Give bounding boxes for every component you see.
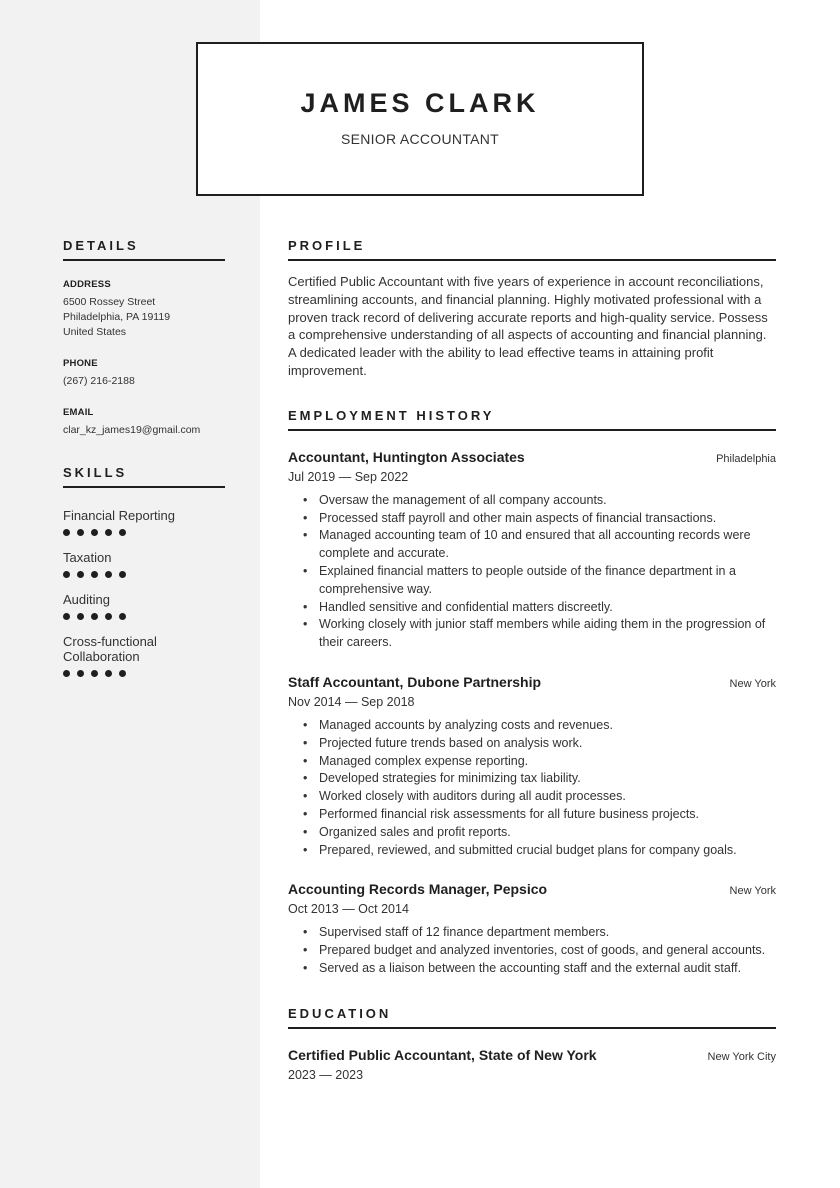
education-dates: 2023 — 2023 [288, 1067, 364, 1082]
job-bullet [288, 960, 776, 978]
email-group [63, 407, 225, 438]
bullet-icon: • [303, 735, 308, 750]
skill-item [63, 634, 225, 677]
job-bullet [288, 527, 776, 563]
bullet-icon: • [303, 789, 308, 804]
bullet-icon: • [303, 510, 308, 525]
bullet-text: Organized sales and profit reports. [319, 824, 511, 839]
job-bullet [288, 788, 776, 806]
bullet-text: Managed complex expense reporting. [319, 753, 529, 768]
skill-level-dot [119, 670, 126, 677]
education-title: Certified Public Accountant, State of New York [288, 1046, 597, 1063]
bullet-icon: • [303, 492, 308, 507]
bullet-icon: • [303, 943, 308, 958]
profile-section [288, 238, 776, 380]
job-title: Accounting Records Manager, Pepsico [288, 881, 548, 898]
skill-level-dot [63, 529, 70, 536]
job-bullet [288, 924, 776, 942]
bullet-icon: • [303, 925, 308, 940]
skill-item [63, 550, 225, 578]
job-location: New York [729, 677, 776, 690]
skill-level-dot [63, 613, 70, 620]
bullet-icon: • [303, 599, 308, 614]
employment-section [288, 408, 776, 978]
education-entry [288, 1047, 776, 1082]
skill-level-dot [119, 571, 126, 578]
skill-level-dot [105, 613, 112, 620]
skill-level-dot [105, 571, 112, 578]
address-line-1: 6500 Rossey Street [63, 296, 156, 308]
bullet-icon: • [303, 717, 308, 732]
job-bullet [288, 717, 776, 735]
education-section [288, 1006, 776, 1082]
education-header [288, 1047, 776, 1063]
bullet-text: Supervised staff of 12 finance department members. [319, 925, 610, 940]
job-bullet [288, 563, 776, 599]
bullet-icon: • [303, 806, 308, 821]
job-location: Philadelphia [716, 452, 776, 465]
bullet-text: Managed accounting team of 10 and ensured that all accounting records were complete and accurate. [319, 528, 751, 561]
address-line-2: Philadelphia, PA 19119 [63, 311, 171, 323]
skill-name: Auditing [63, 592, 110, 607]
employment-heading: EMPLOYMENT HISTORY [288, 408, 776, 431]
bullet-text: Working closely with junior staff members while aiding them in the progression of their careers. [319, 617, 766, 650]
profile-text: Certified Public Accountant with five years of experience in account reconciliations, streamlining accounts, and financial planning. Highly motivated professional with a proven track record of delivering accurate reports and high-quality service. Possess a comprehensive understanding of all aspects of accounting and financial planning. A dedicated leader with the ability to lead effective teams in attaining profit improvement. [288, 274, 768, 378]
skill-level-dot [77, 613, 84, 620]
skill-name: Cross-functional Collaboration [63, 634, 157, 664]
skill-level-dot [105, 670, 112, 677]
job-bullet [288, 842, 776, 860]
skill-item [63, 508, 225, 536]
bullet-text: Prepared budget and analyzed inventories, cost of goods, and general accounts. [319, 943, 766, 958]
job-bullet [288, 616, 776, 652]
skill-level-dot [77, 670, 84, 677]
job-bullet [288, 942, 776, 960]
job-header [288, 674, 776, 690]
name-header-box [196, 42, 644, 196]
candidate-title: SENIOR ACCOUNTANT [340, 131, 500, 147]
education-heading: EDUCATION [288, 1006, 776, 1029]
skills-list [63, 508, 225, 677]
job-bullet-list [288, 717, 776, 859]
skill-level-dots [63, 529, 225, 536]
main-content [288, 238, 776, 1082]
skills-heading: SKILLS [63, 465, 225, 488]
bullet-icon: • [303, 842, 308, 857]
address-text [63, 295, 225, 340]
skill-level-dot [119, 613, 126, 620]
phone-group [63, 358, 225, 389]
bullet-text: Processed staff payroll and other main aspects of financial transactions. [319, 510, 717, 525]
skill-level-dot [119, 529, 126, 536]
bullet-text: Performed financial risk assessments for all future business projects. [319, 806, 700, 821]
job-bullet [288, 735, 776, 753]
job-bullet [288, 806, 776, 824]
bullet-icon: • [303, 563, 308, 578]
bullet-text: Served as a liaison between the accounting staff and the external audit staff. [319, 960, 742, 975]
job-bullet [288, 510, 776, 528]
address-group [63, 279, 225, 340]
bullet-text: Explained financial matters to people outside of the finance department in a comprehensive way. [319, 563, 736, 596]
job-bullet-list [288, 924, 776, 977]
details-heading: DETAILS [63, 238, 225, 261]
bullet-icon: • [303, 960, 308, 975]
job-title: Accountant, Huntington Associates [288, 448, 525, 465]
skill-level-dot [91, 613, 98, 620]
bullet-text: Oversaw the management of all company accounts. [319, 492, 607, 507]
skill-level-dot [105, 529, 112, 536]
address-label: ADDRESS [63, 279, 111, 290]
bullet-icon: • [303, 528, 308, 543]
bullet-icon: • [303, 771, 308, 786]
job-location: New York [729, 885, 776, 898]
skill-level-dots [63, 670, 225, 677]
skill-level-dot [91, 529, 98, 536]
bullet-text: Projected future trends based on analysis work. [319, 735, 583, 750]
skill-name: Taxation [63, 550, 112, 565]
job-header [288, 449, 776, 465]
skill-level-dot [63, 571, 70, 578]
skill-level-dot [77, 571, 84, 578]
job-bullet [288, 599, 776, 617]
skill-level-dots [63, 613, 225, 620]
skills-section [63, 465, 225, 677]
education-list [288, 1047, 776, 1082]
skill-item [63, 592, 225, 620]
profile-heading: PROFILE [288, 238, 776, 261]
education-location: New York City [707, 1050, 776, 1063]
bullet-text: Managed accounts by analyzing costs and revenues. [319, 717, 613, 732]
email-text: clar_kz_james19@gmail.com [63, 424, 201, 436]
email-label: EMAIL [63, 407, 94, 418]
job-entry [288, 449, 776, 652]
job-entry [288, 881, 776, 977]
skill-level-dot [91, 670, 98, 677]
phone-label: PHONE [63, 358, 98, 369]
bullet-text: Developed strategies for minimizing tax liability. [319, 771, 581, 786]
job-bullet [288, 492, 776, 510]
bullet-icon: • [303, 824, 308, 839]
job-title: Staff Accountant, Dubone Partnership [288, 673, 542, 690]
job-dates: Nov 2014 — Sep 2018 [288, 694, 415, 709]
job-dates: Oct 2013 — Oct 2014 [288, 902, 409, 917]
skill-name: Financial Reporting [63, 508, 176, 523]
jobs-list [288, 449, 776, 978]
skill-level-dot [63, 670, 70, 677]
bullet-text: Prepared, reviewed, and submitted crucial budget plans for company goals. [319, 842, 737, 857]
candidate-name: JAMES CLARK [300, 88, 540, 118]
sidebar [63, 238, 225, 677]
job-entry [288, 674, 776, 859]
skill-level-dot [91, 571, 98, 578]
job-header [288, 881, 776, 897]
job-bullet [288, 824, 776, 842]
bullet-text: Worked closely with auditors during all audit processes. [319, 789, 626, 804]
bullet-icon: • [303, 753, 308, 768]
job-dates: Jul 2019 — Sep 2022 [288, 469, 409, 484]
bullet-text: Handled sensitive and confidential matters discreetly. [319, 599, 613, 614]
skill-level-dots [63, 571, 225, 578]
phone-text: (267) 216-2188 [63, 375, 135, 387]
bullet-icon: • [303, 617, 308, 632]
address-line-3: United States [63, 326, 127, 338]
job-bullet [288, 770, 776, 788]
job-bullet-list [288, 492, 776, 652]
skill-level-dot [77, 529, 84, 536]
job-bullet [288, 753, 776, 771]
